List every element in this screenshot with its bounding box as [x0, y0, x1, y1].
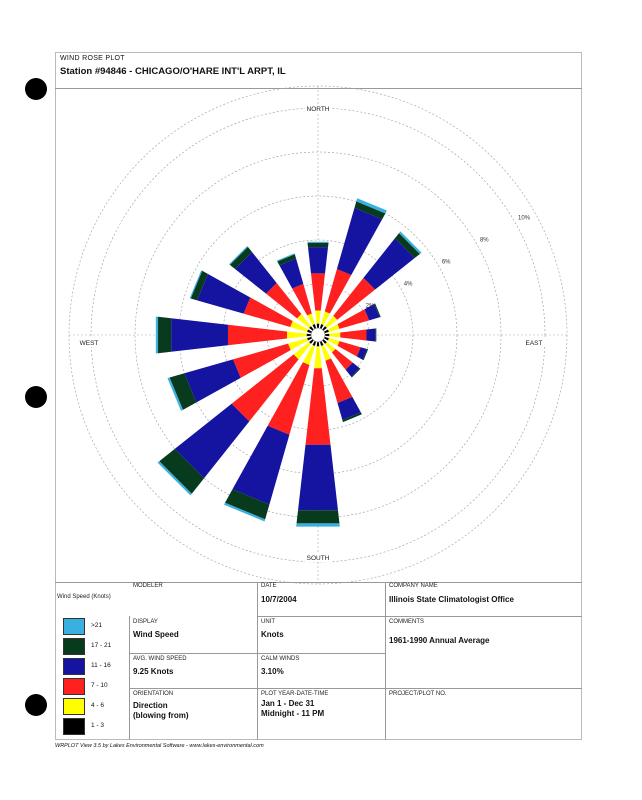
petal-segment-w: [158, 317, 171, 353]
petal-segment-e: [325, 334, 329, 337]
info-panel: [55, 582, 582, 740]
legend-swatch: [63, 718, 85, 735]
display-value: Wind Speed: [133, 630, 179, 639]
legend-label: >21: [91, 622, 103, 629]
legend-label: 17 - 21: [91, 642, 112, 649]
ring-label: 6%: [441, 259, 451, 266]
display-label: DISPLAY: [133, 619, 158, 625]
date-label: DATE: [261, 583, 277, 589]
calm-winds-label: CALM WINDS: [261, 656, 300, 662]
petal-segment-n: [311, 273, 325, 310]
petal-segment-n: [307, 243, 328, 247]
petal-segment-e: [329, 332, 340, 337]
comments-label: COMMENTS: [389, 619, 424, 625]
petal-segment-s: [297, 510, 340, 523]
legend-swatch: [63, 698, 85, 715]
compass-label-north: NORTH: [306, 106, 330, 113]
plot-period-label: PLOT YEAR-DATE-TIME: [261, 691, 329, 697]
modeler-label: MODELER: [133, 583, 163, 589]
petal-segment-n: [317, 324, 320, 328]
petal-segment-e: [375, 328, 376, 341]
legend-label: 4 - 6: [91, 702, 105, 709]
avg-wind-speed-value: 9.25 Knots: [133, 667, 174, 676]
comments-value: 1961-1990 Annual Average: [389, 636, 490, 645]
company-value: Illinois State Climatologist Office: [389, 595, 514, 604]
footer-credit: WRPLOT View 3.5 by Lakes Environmental Software - www.lakes-environmental.com: [55, 743, 264, 749]
petal-segment-n: [308, 247, 328, 273]
legend-swatch: [63, 658, 85, 675]
petal-segment-w: [307, 334, 311, 337]
legend-label: 7 - 10: [91, 682, 108, 689]
petal-segment-w: [228, 325, 287, 346]
company-label: COMPANY NAME: [389, 583, 438, 589]
orientation-value-line1: Direction: [133, 701, 168, 710]
compass-label-east: EAST: [525, 340, 543, 347]
date-value: 10/7/2004: [261, 595, 297, 604]
calm-center: [311, 328, 325, 342]
unit-value: Knots: [261, 630, 284, 639]
compass-label-west: WEST: [79, 340, 99, 347]
calm-winds-value: 3.10%: [261, 667, 284, 676]
petal-segment-s: [317, 342, 320, 346]
orientation-label: ORIENTATION: [133, 691, 174, 697]
station-title: Station #94846 - CHICAGO/O'HARE INT'L ARPT, IL: [60, 66, 286, 77]
plot-period-dates: Jan 1 - Dec 31: [261, 699, 315, 708]
petal-segment-s: [298, 445, 338, 511]
unit-label: UNIT: [261, 619, 275, 625]
legend-swatch: [63, 618, 85, 635]
ring-label: 2%: [365, 303, 375, 310]
compass-label-south: SOUTH: [306, 555, 330, 562]
petal-segment-w: [287, 331, 307, 338]
orientation-value-line2: (blowing from): [133, 711, 189, 720]
petal-segment-w: [171, 318, 228, 351]
legend-swatch: [63, 638, 85, 655]
petal-segment-s: [306, 368, 331, 445]
ring-label: 10%: [518, 215, 531, 222]
petal-segment-ssw: [232, 426, 289, 505]
petal-segment-e: [340, 329, 366, 340]
petal-segment-n: [315, 311, 321, 324]
petal-segment-s: [314, 346, 322, 368]
legend-swatch: [63, 678, 85, 695]
legend-label: 1 - 3: [91, 722, 105, 729]
project-plot-label: PROJECT/PLOT NO.: [389, 691, 447, 697]
petal-segment-e: [366, 328, 375, 341]
legend-label: 11 - 16: [91, 662, 111, 669]
ring-label: 4%: [403, 281, 413, 288]
plot-period-times: Midnight - 11 PM: [261, 709, 325, 718]
plot-type-label: WIND ROSE PLOT: [60, 55, 125, 62]
petal-segment-w: [156, 317, 158, 354]
legend-title: Wind Speed (Knots): [57, 594, 111, 600]
petal-segment-s: [296, 523, 340, 526]
ring-label: 8%: [479, 237, 489, 244]
avg-wind-speed-label: AVG. WIND SPEED: [133, 656, 187, 662]
petal-segment-n: [307, 242, 328, 243]
